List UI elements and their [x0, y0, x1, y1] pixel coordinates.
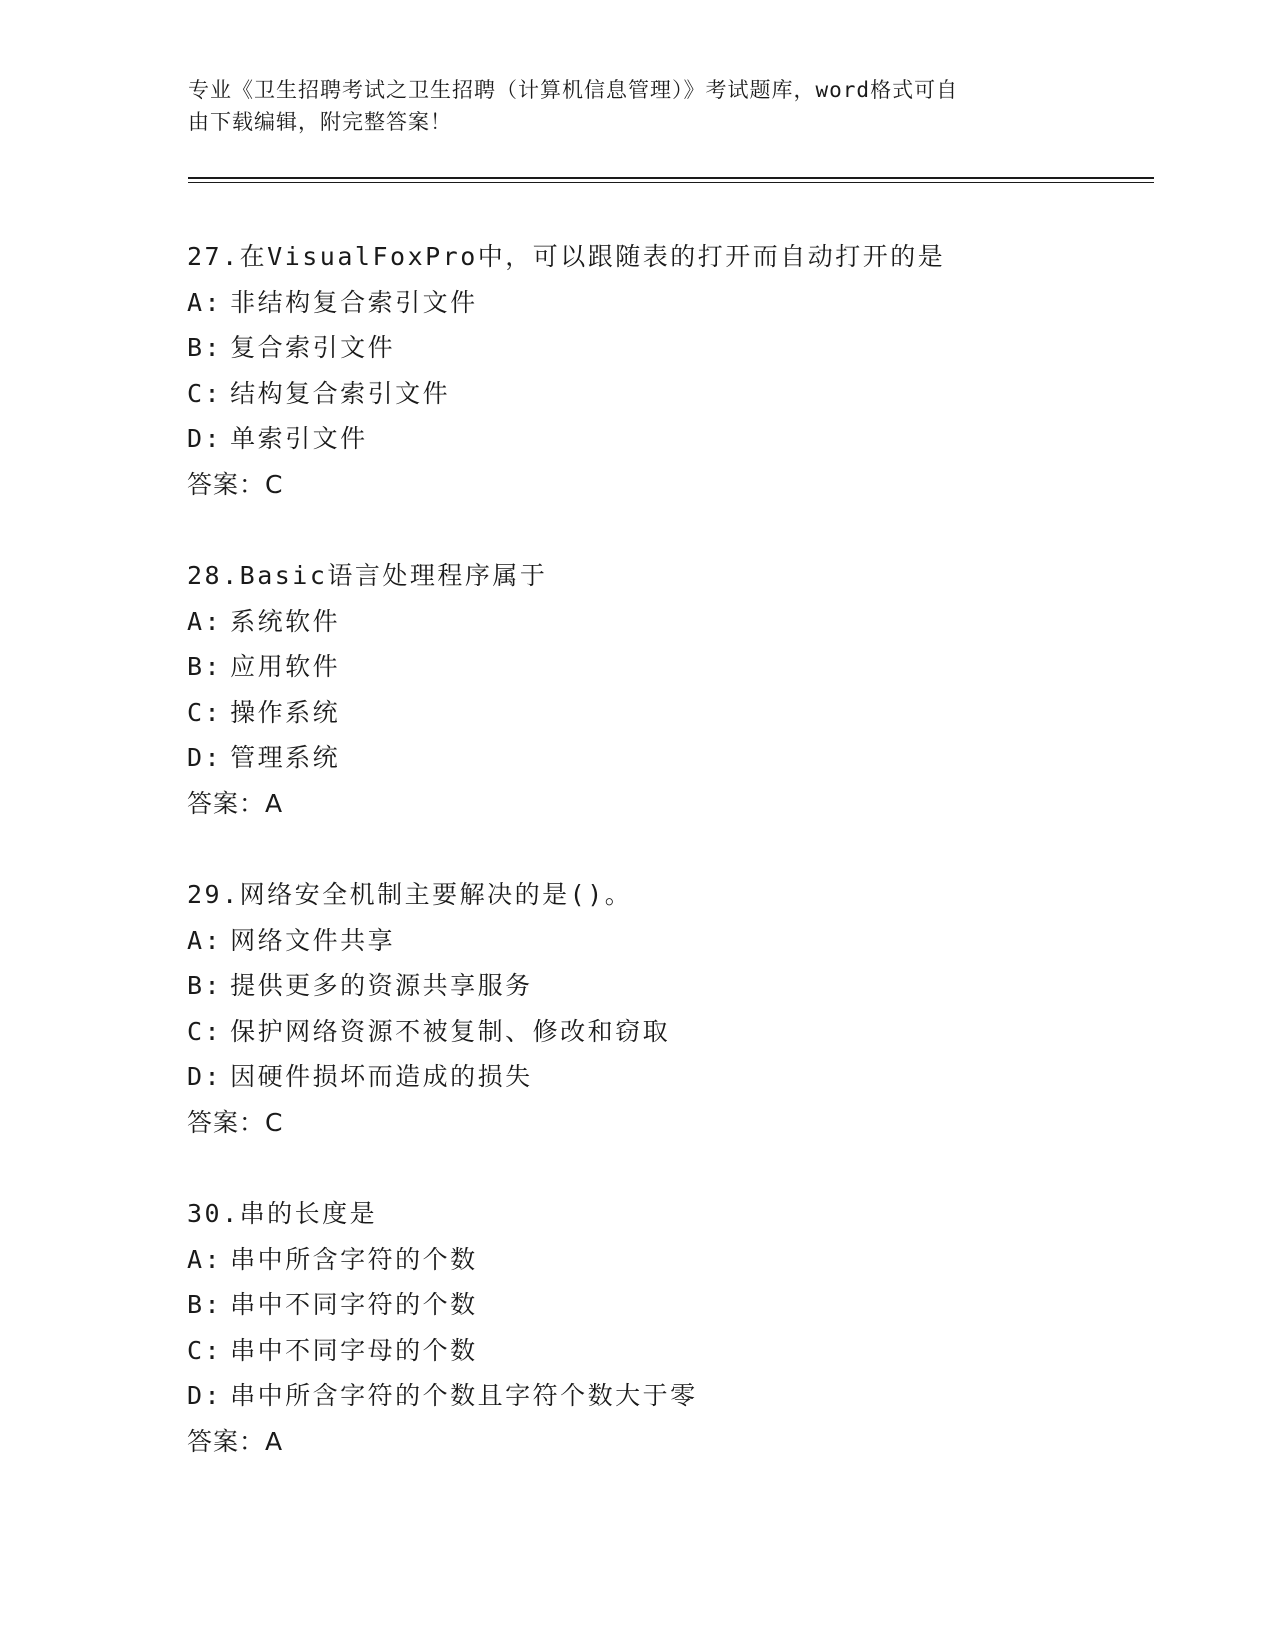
option-d [187, 416, 1167, 462]
option-b [187, 325, 1167, 371]
option-text: 因硬件损坏而造成的损失 [230, 1062, 533, 1091]
option-letter: B: [187, 971, 223, 1000]
question-stem [187, 872, 1167, 918]
option-text: 单索引文件 [230, 424, 368, 453]
option-letter: C: [187, 1335, 223, 1365]
option-text: 操作系统 [230, 697, 341, 727]
option-text: 复合索引文件 [230, 333, 396, 362]
question-text: 串的长度是 [239, 1199, 378, 1228]
option-letter: C: [187, 1016, 223, 1046]
option-letter: A: [187, 606, 223, 636]
option-letter: D: [187, 743, 223, 772]
option-letter: C: [187, 697, 223, 727]
answer-line: 答案：C [187, 469, 284, 499]
option-a [187, 1237, 1167, 1283]
question-text: 网络安全机制主要解决的是()。 [239, 880, 633, 909]
question-stem [187, 234, 1167, 280]
option-letter: A: [187, 287, 223, 317]
option-text: 串中不同字母的个数 [230, 1335, 478, 1365]
option-text: 非结构复合索引文件 [230, 287, 478, 317]
question-number: 29. [187, 880, 240, 909]
answer-line: 答案：A [187, 1426, 284, 1456]
option-letter: D: [187, 1062, 223, 1091]
option-b [187, 1282, 1167, 1328]
question-stem [187, 1191, 1167, 1237]
option-text: 应用软件 [230, 652, 341, 681]
question-28 [187, 553, 1167, 872]
question-number: 28. [187, 561, 240, 590]
option-b [187, 644, 1167, 690]
option-text: 串中所含字符的个数 [230, 1244, 478, 1274]
question-list [187, 234, 1167, 1510]
option-d [187, 735, 1167, 781]
option-c [187, 1009, 1167, 1055]
option-letter: B: [187, 333, 223, 362]
option-a [187, 599, 1167, 645]
answer-line: 答案：C [187, 1107, 284, 1137]
option-letter: C: [187, 378, 223, 408]
option-text: 结构复合索引文件 [230, 378, 451, 408]
question-stem [187, 553, 1167, 599]
option-letter: A: [187, 925, 223, 955]
option-text: 管理系统 [230, 743, 341, 772]
option-text: 网络文件共享 [230, 925, 396, 955]
answer-line: 答案：A [187, 788, 284, 818]
header-line-2: 由下载编辑，附完整答案！ [188, 110, 452, 134]
option-text: 串中不同字符的个数 [230, 1290, 478, 1319]
question-number: 30. [187, 1199, 240, 1228]
question-number: 27. [187, 242, 240, 271]
option-a [187, 918, 1167, 964]
option-d [187, 1373, 1167, 1419]
option-a [187, 280, 1167, 326]
question-text: 在VisualFoxPro中，可以跟随表的打开而自动打开的是 [239, 242, 946, 271]
header-line-1: 专业《卫生招聘考试之卫生招聘（计算机信息管理）》考试题库，word格式可自 [188, 78, 959, 102]
question-29 [187, 872, 1167, 1191]
document-header [188, 74, 1068, 138]
option-text: 保护网络资源不被复制、修改和窃取 [230, 1016, 671, 1046]
option-letter: A: [187, 1244, 223, 1274]
option-d [187, 1054, 1167, 1100]
header-divider-thick [188, 177, 1154, 179]
option-c [187, 690, 1167, 736]
option-letter: D: [187, 424, 223, 453]
question-text: Basic语言处理程序属于 [239, 561, 548, 590]
option-text: 系统软件 [230, 606, 341, 636]
option-c [187, 371, 1167, 417]
option-b [187, 963, 1167, 1009]
option-letter: D: [187, 1381, 223, 1410]
option-text: 提供更多的资源共享服务 [230, 971, 533, 1000]
question-27 [187, 234, 1167, 553]
header-divider-thin [188, 182, 1154, 183]
option-c [187, 1328, 1167, 1374]
option-letter: B: [187, 652, 223, 681]
question-30 [187, 1191, 1167, 1510]
option-letter: B: [187, 1290, 223, 1319]
option-text: 串中所含字符的个数且字符个数大于零 [230, 1381, 698, 1410]
